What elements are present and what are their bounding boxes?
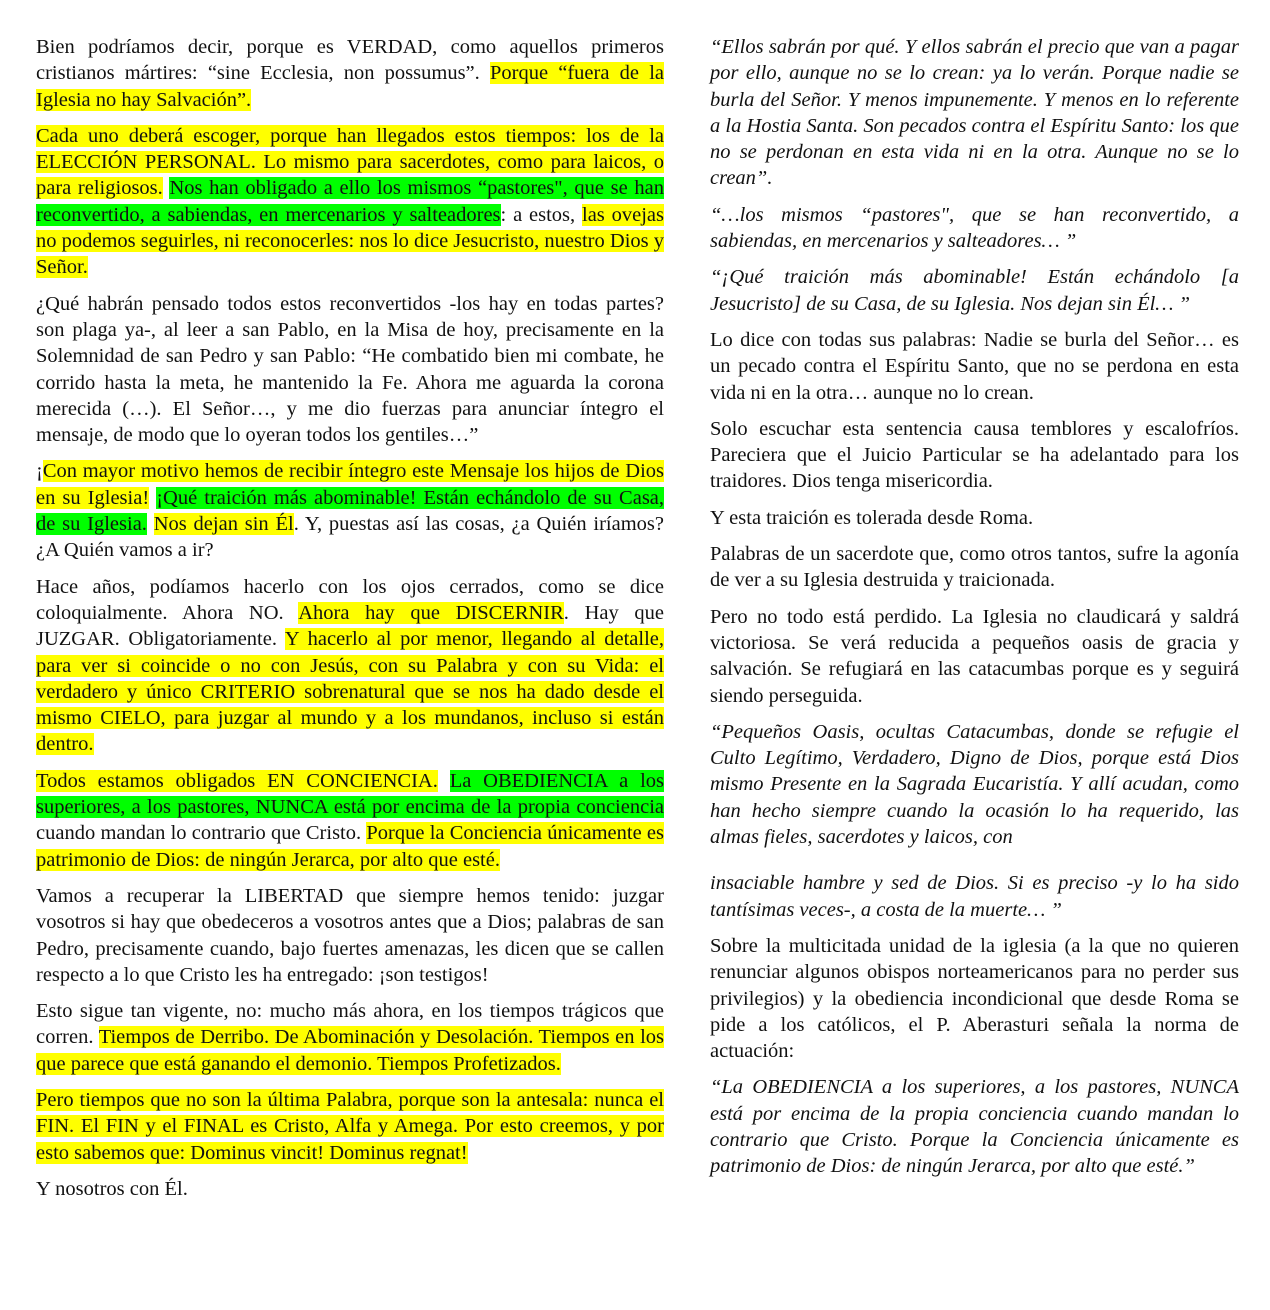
highlight-green: Nos han obligado a ello los mismos “pastores", que se han reconvertido, a sabiendas, en mercenarios y salteadores <box>36 177 665 226</box>
text-run: . Y, puestas así las cosas, ¿a Quién iríamos? ¿A Quién vamos a ir? <box>36 513 664 562</box>
highlight-yellow: Porque la Conciencia únicamente es patrimonio de Dios: de ningún Jerarca, por alto que esté. <box>36 822 665 871</box>
text-run: . Hay que JUZGAR. Obligatoriamente. <box>36 601 664 651</box>
paragraph <box>36 123 664 281</box>
quote: “…los mismos “pastores", que se han reconvertido, a sabiendas, en mercenarios y salteadores… ” <box>710 203 1239 253</box>
paragraph: Vamos a recuperar la LIBERTAD que siempre hemos tenido: juzgar vosotros si hay que obedeceros a vosotros antes que a Dios; palabras de san Pedro, precisamente cuando, bajo fuertes amenazas, les dicen que se callen respecto a lo que Cristo les ha entregado: ¡son testigos! <box>36 884 664 986</box>
highlight-yellow: Ahora hay que DISCERNIR <box>298 601 564 624</box>
paragraph: ¿Qué habrán pensado todos estos reconvertidos -los hay en todas partes? son plaga ya-, al leer a san Pablo, en la Misa de hoy, precisamente en la Solemnidad de san Pedro y san Pablo: “He combatido bien mi combate, he corrido hasta la meta, he mantenido la Fe. Ahora me aguarda la corona merecida (…). El Señor…, y me dio fuerzas para anunciar íntegro el mensaje, de modo que lo oyeran todos los gentiles…” <box>36 292 664 447</box>
text-run: Esto sigue tan vigente, no: mucho más ahora, en los tiempos trágicos que corren. <box>36 1000 664 1049</box>
paragraph <box>36 458 664 563</box>
paragraph <box>36 768 664 873</box>
highlight-green: La OBEDIENCIA a los superiores, a los pastores, NUNCA está por encima de la propia conciencia <box>36 769 665 819</box>
right-column <box>710 34 1239 1190</box>
quote: “Ellos sabrán por qué. Y ellos sabrán el precio que van a pagar por ello, aunque no se lo crean: ya lo verán. Porque nadie se burla del Señor. Y menos impunemente. Y menos en lo referente a la Hostia Santa. Son pecados contra el Espíritu Santo: los que no se perdonan en esta vida ni en la otra. Aunque no se lo crean”. <box>710 36 1239 190</box>
paragraph: Y esta traición es tolerada desde Roma. <box>710 506 1034 529</box>
left-column <box>36 34 664 1212</box>
highlight-yellow: Todos estamos obligados EN CONCIENCIA. <box>36 769 438 792</box>
highlight-yellow: Tiempos de Derribo. De Abominación y Desolación. Tiempos en los que parece que está ganando el demonio. Tiempos Profetizados. <box>36 1026 664 1075</box>
highlight-yellow: Nos dejan sin Él <box>153 513 294 536</box>
text-run: cuando mandan lo contrario que Cristo. <box>36 822 367 845</box>
text-run: ¡ <box>36 460 43 483</box>
highlight-yellow: Cada uno deberá escoger, porque han llegados estos tiempos: los de la ELECCIÓN PERSONAL. Lo mismo para sacerdotes, como para laicos, o para religiosos. <box>36 124 664 200</box>
paragraph: Palabras de un sacerdote que, como otros tantos, sufre la agonía de ver a su Iglesia destruida y traicionada. <box>710 543 1239 592</box>
text-run: Hace años, podíamos hacerlo con los ojos cerrados, como se dice coloquialmente. Ahora NO. <box>36 575 664 624</box>
quote: insaciable hambre y sed de Dios. Si es preciso -y lo ha sido tantísimas veces-, a costa de la muerte… ” <box>710 872 1239 921</box>
highlight-yellow: Porque “fuera de la Iglesia no hay Salvación”. <box>36 62 664 111</box>
paragraph: Solo escuchar esta sentencia causa temblores y escalofríos. Pareciera que el Juicio Particular se ha adelantado para los traidores. Dios tenga misericordia. <box>710 417 1239 493</box>
quote: “¡Qué traición más abominable! Están echándolo [a Jesucristo] de su Casa, de su Iglesia. Nos dejan sin Él… ” <box>710 266 1239 315</box>
paragraph: Sobre la multicitada unidad de la iglesia (a la que no quieren renunciar algunos obispos norteamericanos para no perder sus privilegios) y la obediencia incondicional que desde Roma se pide a los católicos, el P. Aberasturi señala la norma de actuación: <box>710 934 1239 1063</box>
highlight-green: ¡Qué traición más abominable! Están echándolo de su Casa, de su Iglesia. <box>36 486 665 536</box>
quote: “La OBEDIENCIA a los superiores, a los pastores, NUNCA está por encima de la propia conciencia cuando mandan lo contrario que Cristo. Porque la Conciencia únicamente es patrimonio de Dios: de ningún Jerarca, por alto que esté.” <box>710 1076 1239 1178</box>
text-run <box>438 770 450 792</box>
paragraph <box>36 1087 664 1166</box>
quote: “Pequeños Oasis, ocultas Catacumbas, donde se refugie el Culto Legítimo, Verdadero, Digno de Dios, porque está Dios mismo Presente en la Sagrada Eucaristía. Y allí acudan, como han hecho siempre cuando la ocasión lo ha requerido, las almas fieles, sacerdotes y laicos, con <box>710 720 1239 849</box>
highlight-yellow: Con mayor motivo hemos de recibir íntegro este Mensaje los hijos de Dios en su Iglesia! <box>36 460 664 509</box>
closing-line: Y nosotros con Él. <box>36 1177 188 1200</box>
paragraph <box>36 998 664 1077</box>
paragraph: Lo dice con todas sus palabras: Nadie se burla del Señor… es un pecado contra el Espíritu Santo, que no se perdona en esta vida ni en la otra… aunque no lo crean. <box>710 328 1239 404</box>
paragraph: Pero no todo está perdido. La Iglesia no claudicará y saldrá victoriosa. Se verá reducida a pequeños oasis de gracia y salvación. Se refugiará en las catacumbas porque es y seguirá siendo perseguida. <box>710 605 1239 707</box>
text-run: Bien podríamos decir, porque es VERDAD, como aquellos primeros cristianos mártires: “sine Ecclesia, non possumus”. <box>36 36 664 85</box>
paragraph <box>36 574 664 758</box>
text-run <box>147 513 154 535</box>
highlight-yellow: Pero tiempos que no son la última Palabra, porque son la antesala: nunca el FIN. El FIN y el FINAL es Cristo, Alfa y Amega. Por esto creemos, y por esto sabemos que: Dominus vincit! Dominus regnat! <box>36 1088 664 1164</box>
text-run: : a estos, <box>500 203 582 226</box>
paragraph <box>36 34 664 113</box>
highlight-yellow: Y hacerlo al por menor, llegando al detalle, para ver si coincide o no con Jesús, con su Palabra y con su Vida: el verdadero y único CRITERIO sobrenatural que se nos ha dado desde el mismo CIELO, para juzgar al mundo y a los mundanos, incluso si están dentro. <box>36 628 664 756</box>
highlight-yellow: las ovejas no podemos seguirles, ni reconocerles: nos lo dice Jesucristo, nuestro Dios y Señor. <box>36 203 664 279</box>
